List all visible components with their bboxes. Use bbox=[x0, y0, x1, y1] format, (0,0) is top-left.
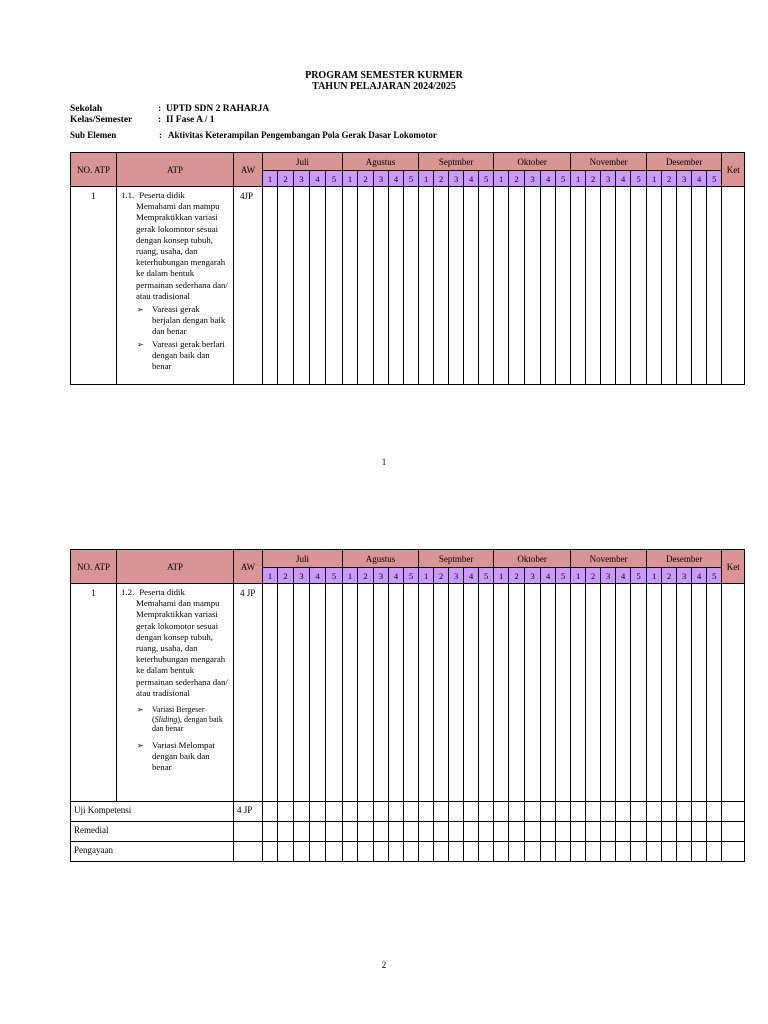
week-cell bbox=[525, 802, 541, 822]
meta-value: II Fase A / 1 bbox=[166, 115, 215, 125]
header-week: 1 bbox=[494, 171, 509, 187]
week-cell bbox=[494, 584, 509, 802]
week-cell bbox=[434, 822, 449, 842]
header-week: 3 bbox=[294, 568, 310, 584]
list-item: ➢ Variasi Bergeser (Sliding), dengan baik dan benar bbox=[137, 705, 223, 734]
week-cell bbox=[278, 802, 294, 822]
week-cell bbox=[586, 842, 601, 862]
header-no-atp: NO. ATP bbox=[71, 550, 117, 584]
meta-label: Kelas/Semester bbox=[70, 115, 133, 125]
week-cell bbox=[556, 584, 571, 802]
header-week: 1 bbox=[571, 171, 586, 187]
week-cell bbox=[310, 584, 326, 802]
header-no-atp: NO. ATP bbox=[71, 153, 117, 187]
week-cell bbox=[479, 802, 494, 822]
week-cell bbox=[647, 842, 662, 862]
week-cell bbox=[278, 842, 294, 862]
week-cell bbox=[692, 584, 707, 802]
header-week: 3 bbox=[374, 171, 389, 187]
week-cell bbox=[692, 822, 707, 842]
week-cell bbox=[509, 822, 525, 842]
header-week: 5 bbox=[707, 171, 722, 187]
week-cell bbox=[404, 584, 419, 802]
week-cell bbox=[586, 584, 601, 802]
week-cell bbox=[571, 822, 586, 842]
header-week: 4 bbox=[464, 171, 479, 187]
week-cell bbox=[404, 802, 419, 822]
week-cell bbox=[419, 187, 434, 385]
header-week: 5 bbox=[404, 171, 419, 187]
week-cell bbox=[389, 842, 404, 862]
header-week: 1 bbox=[647, 568, 662, 584]
atp-description: 1.1. Peserta didik Memahami dan mampu Mempraktikkan variasi gerak lokomotor sesuai dengan konsep tubuh, ruang, usaha, dan keterhubungan mengarah ke dalam bentuk permainan sederhana dan/ atau tradisional ➢ Vareasi gerak berjalan dengan baik dan benar ➢ Vareasi gerak berlari dengan baik dan benar bbox=[117, 187, 234, 385]
header-ket: Ket bbox=[722, 153, 745, 187]
week-cell bbox=[692, 802, 707, 822]
week-cell bbox=[464, 842, 479, 862]
week-cell bbox=[541, 822, 556, 842]
week-cell bbox=[707, 187, 722, 385]
week-cell bbox=[541, 802, 556, 822]
week-cell bbox=[722, 584, 745, 802]
aw-value: 4 JP bbox=[234, 584, 263, 802]
week-cell bbox=[278, 584, 294, 802]
week-cell bbox=[616, 842, 631, 862]
atp-description: 1.2. Peserta didik Memahami dan mampu Mempraktikkan variasi gerak lokomotor sesuai dengan konsep tubuh, ruang, usaha, dan keterhubungan mengarah ke dalam bentuk permainan sederhana dan/ atau tradisional ➢ Variasi Bergeser (Sliding), dengan baik dan benar ➢ Variasi Melompat dengan baik dan benar bbox=[117, 584, 234, 802]
week-cell bbox=[494, 187, 509, 385]
week-cell bbox=[326, 802, 343, 822]
header-week: 5 bbox=[707, 568, 722, 584]
week-cell bbox=[586, 802, 601, 822]
week-cell bbox=[326, 187, 343, 385]
header-week: 5 bbox=[631, 568, 647, 584]
header-ket: Ket bbox=[722, 550, 745, 584]
week-cell bbox=[677, 187, 692, 385]
header-week: 2 bbox=[358, 568, 374, 584]
aw-value: 4JP bbox=[234, 187, 263, 385]
week-cell bbox=[374, 187, 389, 385]
week-cell bbox=[389, 822, 404, 842]
week-cell bbox=[404, 187, 419, 385]
week-cell bbox=[326, 822, 343, 842]
week-cell bbox=[343, 822, 358, 842]
week-cell bbox=[464, 187, 479, 385]
meta-label: Sub Elemen bbox=[70, 130, 117, 140]
week-cell bbox=[541, 584, 556, 802]
week-cell bbox=[434, 842, 449, 862]
week-cell bbox=[404, 842, 419, 862]
header-week: 4 bbox=[310, 568, 326, 584]
semester-table-page2 bbox=[70, 549, 745, 862]
week-cell bbox=[494, 842, 509, 862]
header-month: Agustus bbox=[343, 550, 419, 568]
header-week: 1 bbox=[263, 171, 278, 187]
week-cell bbox=[278, 822, 294, 842]
week-cell bbox=[449, 187, 464, 385]
row-label: Uji Kompetensi bbox=[71, 802, 234, 822]
header-week: 2 bbox=[434, 568, 449, 584]
page-number: 2 bbox=[381, 960, 387, 970]
week-cell bbox=[692, 842, 707, 862]
header-week: 1 bbox=[263, 568, 278, 584]
week-cell bbox=[509, 187, 525, 385]
header-week: 5 bbox=[556, 171, 571, 187]
week-cell bbox=[647, 822, 662, 842]
week-cell bbox=[310, 802, 326, 822]
week-cell bbox=[525, 584, 541, 802]
header-week: 3 bbox=[601, 171, 616, 187]
week-cell bbox=[586, 822, 601, 842]
header-aw: AW bbox=[234, 550, 263, 584]
document-title: PROGRAM SEMESTER KURMER bbox=[305, 70, 463, 81]
week-cell bbox=[525, 842, 541, 862]
header-week: 4 bbox=[541, 568, 556, 584]
header-week: 3 bbox=[374, 568, 389, 584]
header-month: Desember bbox=[647, 550, 722, 568]
week-cell bbox=[263, 187, 278, 385]
week-cell bbox=[541, 842, 556, 862]
table-row bbox=[71, 842, 745, 862]
week-cell bbox=[389, 584, 404, 802]
header-month: Septmber bbox=[419, 550, 494, 568]
week-cell bbox=[479, 187, 494, 385]
week-cell bbox=[263, 584, 278, 802]
header-atp: ATP bbox=[117, 550, 234, 584]
header-week: 2 bbox=[586, 171, 601, 187]
header-week: 5 bbox=[326, 568, 343, 584]
week-cell bbox=[571, 584, 586, 802]
header-month: Desember bbox=[647, 153, 722, 171]
aw-value bbox=[234, 822, 263, 842]
week-cell bbox=[419, 802, 434, 822]
header-week: 5 bbox=[479, 171, 494, 187]
week-cell bbox=[525, 187, 541, 385]
week-cell bbox=[358, 187, 374, 385]
week-cell bbox=[494, 822, 509, 842]
week-cell bbox=[449, 842, 464, 862]
week-cell bbox=[494, 802, 509, 822]
header-week: 2 bbox=[434, 171, 449, 187]
header-month: Oktober bbox=[494, 550, 571, 568]
aw-value bbox=[234, 842, 263, 862]
week-cell bbox=[449, 584, 464, 802]
week-cell bbox=[722, 822, 745, 842]
week-cell bbox=[310, 187, 326, 385]
header-week: 4 bbox=[692, 568, 707, 584]
week-cell bbox=[389, 187, 404, 385]
week-cell bbox=[662, 584, 677, 802]
week-cell bbox=[631, 842, 647, 862]
row-label: Pengayaan bbox=[71, 842, 234, 862]
week-cell bbox=[707, 822, 722, 842]
list-item: ➢ Vareasi gerak berlari dengan baik dan benar bbox=[137, 338, 225, 372]
week-cell bbox=[647, 802, 662, 822]
week-cell bbox=[677, 584, 692, 802]
week-cell bbox=[616, 822, 631, 842]
week-cell bbox=[294, 187, 310, 385]
week-cell bbox=[294, 822, 310, 842]
page-number: 1 bbox=[381, 457, 387, 467]
week-cell bbox=[616, 802, 631, 822]
header-week: 2 bbox=[278, 568, 294, 584]
header-week: 4 bbox=[310, 171, 326, 187]
week-cell bbox=[358, 842, 374, 862]
aw-value: 4 JP bbox=[234, 802, 263, 822]
header-week: 3 bbox=[449, 568, 464, 584]
week-cell bbox=[294, 842, 310, 862]
header-week: 1 bbox=[647, 171, 662, 187]
list-item: ➢ Vareasi gerak berjalan dengan baik dan benar bbox=[137, 304, 226, 337]
week-cell bbox=[358, 822, 374, 842]
week-cell bbox=[464, 584, 479, 802]
atp-number: 1 bbox=[71, 584, 117, 802]
meta-sub-element: Sub Elemen : Aktivitas Keterampilan Pengembangan Pola Gerak Dasar Lokomotor bbox=[70, 130, 437, 140]
header-week: 4 bbox=[616, 568, 631, 584]
week-cell bbox=[631, 802, 647, 822]
week-cell bbox=[434, 187, 449, 385]
week-cell bbox=[525, 822, 541, 842]
week-cell bbox=[374, 842, 389, 862]
header-week: 1 bbox=[494, 568, 509, 584]
week-cell bbox=[263, 802, 278, 822]
header-week: 4 bbox=[541, 171, 556, 187]
header-month: Juli bbox=[263, 153, 343, 171]
header-month: November bbox=[571, 550, 647, 568]
week-cell bbox=[677, 802, 692, 822]
week-cell bbox=[631, 187, 647, 385]
week-cell bbox=[707, 842, 722, 862]
week-cell bbox=[278, 187, 294, 385]
week-cell bbox=[374, 802, 389, 822]
header-week: 2 bbox=[278, 171, 294, 187]
header-row-months bbox=[71, 550, 745, 568]
week-cell bbox=[662, 187, 677, 385]
week-cell bbox=[343, 802, 358, 822]
header-week: 3 bbox=[525, 171, 541, 187]
week-cell bbox=[571, 802, 586, 822]
header-week: 2 bbox=[586, 568, 601, 584]
week-cell bbox=[647, 584, 662, 802]
week-cell bbox=[358, 802, 374, 822]
week-cell bbox=[404, 822, 419, 842]
header-week: 2 bbox=[509, 568, 525, 584]
week-cell bbox=[616, 187, 631, 385]
week-cell bbox=[692, 187, 707, 385]
week-cell bbox=[374, 584, 389, 802]
week-cell bbox=[509, 802, 525, 822]
week-cell bbox=[434, 802, 449, 822]
week-cell bbox=[662, 822, 677, 842]
week-cell bbox=[707, 802, 722, 822]
week-cell bbox=[434, 584, 449, 802]
week-cell bbox=[571, 187, 586, 385]
header-week: 3 bbox=[601, 568, 616, 584]
week-cell bbox=[294, 802, 310, 822]
week-cell bbox=[389, 802, 404, 822]
week-cell bbox=[479, 842, 494, 862]
header-week: 3 bbox=[449, 171, 464, 187]
header-week: 2 bbox=[662, 568, 677, 584]
header-month: Juli bbox=[263, 550, 343, 568]
week-cell bbox=[556, 802, 571, 822]
header-month: Agustus bbox=[343, 153, 419, 171]
header-week: 2 bbox=[662, 171, 677, 187]
week-cell bbox=[326, 842, 343, 862]
header-week: 4 bbox=[389, 171, 404, 187]
header-week: 3 bbox=[677, 568, 692, 584]
header-month: November bbox=[571, 153, 647, 171]
week-cell bbox=[464, 802, 479, 822]
week-cell bbox=[310, 842, 326, 862]
table-row bbox=[71, 584, 745, 802]
week-cell bbox=[662, 842, 677, 862]
week-cell bbox=[419, 822, 434, 842]
header-week: 4 bbox=[692, 171, 707, 187]
header-week: 5 bbox=[479, 568, 494, 584]
week-cell bbox=[662, 802, 677, 822]
week-cell bbox=[601, 822, 616, 842]
document-subtitle: TAHUN PELAJARAN 2024/2025 bbox=[312, 81, 456, 92]
header-week: 5 bbox=[631, 171, 647, 187]
semester-table-page1 bbox=[70, 152, 745, 385]
week-cell bbox=[631, 584, 647, 802]
week-cell bbox=[722, 187, 745, 385]
week-cell bbox=[556, 822, 571, 842]
week-cell bbox=[677, 822, 692, 842]
header-week: 3 bbox=[294, 171, 310, 187]
header-month: Oktober bbox=[494, 153, 571, 171]
arrowhead-bullet-icon: ➢ bbox=[137, 305, 144, 315]
week-cell bbox=[358, 584, 374, 802]
week-cell bbox=[601, 842, 616, 862]
week-cell bbox=[479, 822, 494, 842]
week-cell bbox=[586, 187, 601, 385]
header-week: 2 bbox=[509, 171, 525, 187]
header-week: 1 bbox=[571, 568, 586, 584]
week-cell bbox=[419, 842, 434, 862]
week-cell bbox=[343, 584, 358, 802]
week-cell bbox=[464, 822, 479, 842]
week-cell bbox=[722, 802, 745, 822]
week-cell bbox=[677, 842, 692, 862]
week-cell bbox=[343, 187, 358, 385]
meta-class: Kelas/Semester : II Fase A / 1 bbox=[70, 115, 215, 125]
header-week: 5 bbox=[556, 568, 571, 584]
header-week: 3 bbox=[677, 171, 692, 187]
arrowhead-bullet-icon: ➢ bbox=[137, 740, 144, 750]
week-cell bbox=[631, 822, 647, 842]
header-week: 4 bbox=[616, 171, 631, 187]
week-cell bbox=[263, 822, 278, 842]
arrowhead-bullet-icon: ➢ bbox=[137, 705, 144, 715]
header-week: 2 bbox=[358, 171, 374, 187]
meta-value: UPTD SDN 2 RAHARJA bbox=[166, 104, 270, 114]
arrowhead-bullet-icon: ➢ bbox=[137, 339, 144, 349]
header-aw: AW bbox=[234, 153, 263, 187]
header-week: 4 bbox=[389, 568, 404, 584]
header-week: 1 bbox=[419, 568, 434, 584]
week-cell bbox=[449, 802, 464, 822]
meta-school: Sekolah : UPTD SDN 2 RAHARJA bbox=[70, 104, 270, 114]
week-cell bbox=[541, 187, 556, 385]
table-row bbox=[71, 802, 745, 822]
row-label: Remedial bbox=[71, 822, 234, 842]
week-cell bbox=[722, 842, 745, 862]
week-cell bbox=[263, 842, 278, 862]
header-week: 1 bbox=[343, 568, 358, 584]
week-cell bbox=[310, 822, 326, 842]
meta-value: Aktivitas Keterampilan Pengembangan Pola Gerak Dasar Lokomotor bbox=[168, 130, 437, 140]
week-cell bbox=[571, 842, 586, 862]
atp-number: 1 bbox=[71, 187, 117, 385]
header-atp: ATP bbox=[117, 153, 234, 187]
header-row-months bbox=[71, 153, 745, 171]
header-week: 5 bbox=[326, 171, 343, 187]
week-cell bbox=[556, 187, 571, 385]
week-cell bbox=[326, 584, 343, 802]
week-cell bbox=[707, 584, 722, 802]
week-cell bbox=[509, 842, 525, 862]
meta-label: Sekolah bbox=[70, 104, 103, 114]
header-week: 5 bbox=[404, 568, 419, 584]
week-cell bbox=[419, 584, 434, 802]
week-cell bbox=[556, 842, 571, 862]
table-row bbox=[71, 822, 745, 842]
header-week: 3 bbox=[525, 568, 541, 584]
header-week: 1 bbox=[419, 171, 434, 187]
week-cell bbox=[616, 584, 631, 802]
week-cell bbox=[479, 584, 494, 802]
week-cell bbox=[601, 584, 616, 802]
header-week: 4 bbox=[464, 568, 479, 584]
list-item: ➢ Variasi Melompat dengan baik dan benar bbox=[137, 739, 215, 772]
week-cell bbox=[601, 187, 616, 385]
week-cell bbox=[449, 822, 464, 842]
header-month: Septmber bbox=[419, 153, 494, 171]
week-cell bbox=[647, 187, 662, 385]
week-cell bbox=[374, 822, 389, 842]
week-cell bbox=[601, 802, 616, 822]
week-cell bbox=[509, 584, 525, 802]
header-week: 1 bbox=[343, 171, 358, 187]
table-row bbox=[71, 187, 745, 385]
week-cell bbox=[294, 584, 310, 802]
week-cell bbox=[343, 842, 358, 862]
